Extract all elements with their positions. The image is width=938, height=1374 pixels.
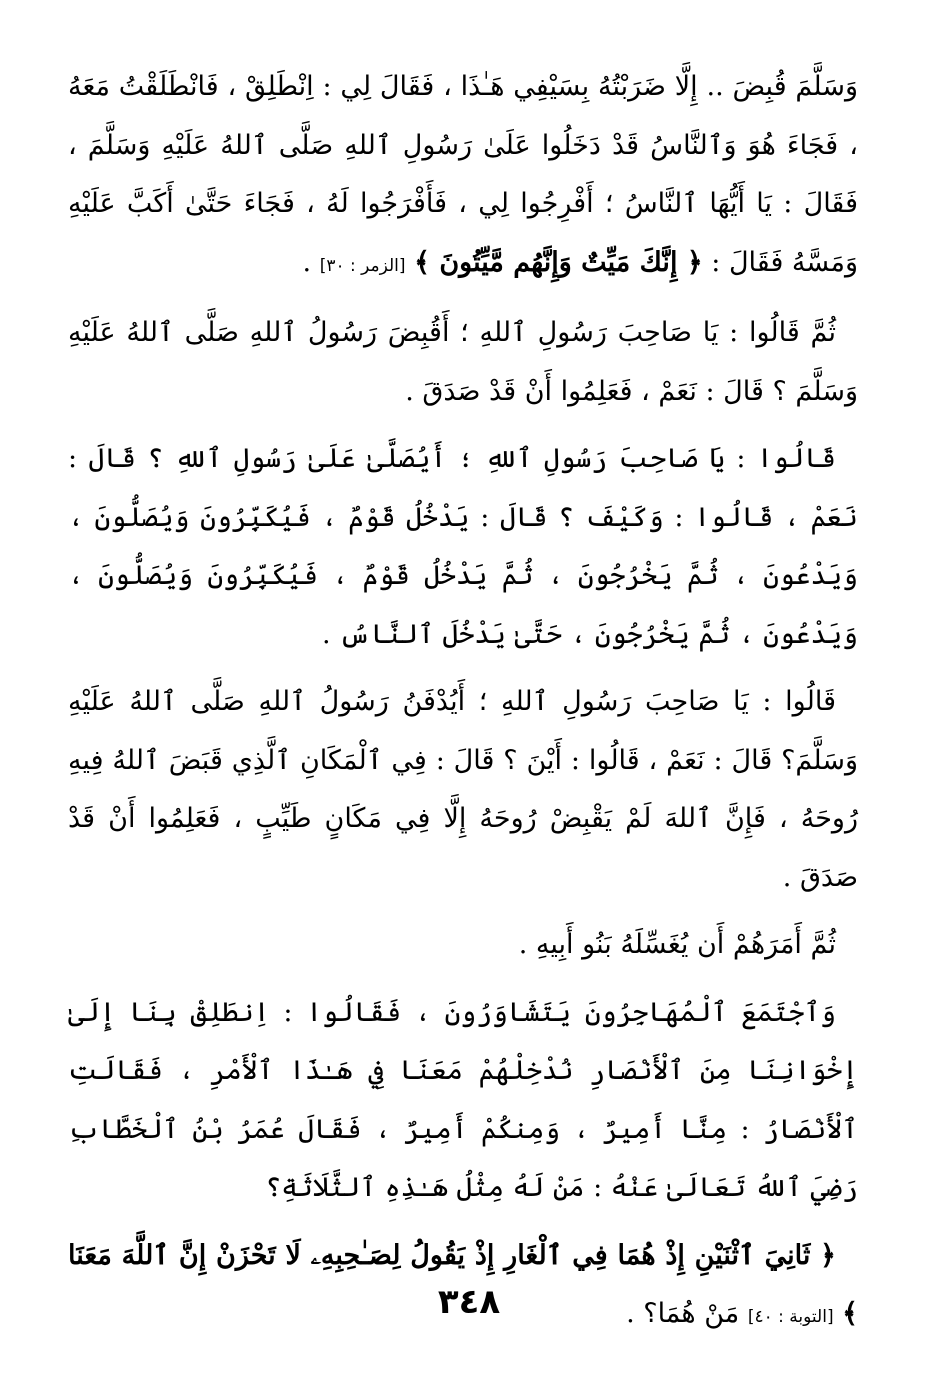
verse-reference-tawbah: [التوبة : ٤٠] (747, 1307, 834, 1327)
paragraph-2: ثُمَّ قَالُوا : يَا صَاحِبَ رَسُولِ ٱللهِ ؛ أَقُبِضَ رَسُولُ ٱللهِ صَلَّى ٱللهُ عَلَيْهِ وَسَلَّمَ ؟ قَالَ : نَعَمْ ، فَعَلِمُوا أَنْ قَدْ صَدَقَ . (68, 317, 858, 407)
quran-verse-zumar: ﴿ إِنَّكَ مَيِّتٌ وَإِنَّهُم مَّيِّتُونَ ﴾ (414, 246, 703, 278)
paragraph-5: ثُمَّ أَمَرَهُمْ أَن يُغَسِّلَهُ بَنُو أَبِيهِ . (518, 929, 836, 960)
paragraph-1 (68, 58, 858, 295)
paragraph-7-end: مَنْ هُمَا؟ . (626, 1298, 748, 1329)
paragraph-1-end: . (302, 246, 320, 278)
page-number: ٣٤٨ (437, 1282, 501, 1322)
paragraph-gap (68, 295, 858, 304)
paragraph-gap (68, 907, 858, 916)
paragraph-6: وَٱجْتَمَعَ ٱلْمُهَاجِرُونَ يَتَشَاوَرُونَ ، فَقَالُوا : اِنطَلِقْ بِنَا إِلَىٰ إِخْوَانِنَا مِنَ ٱلْأَنْصَارِ نُدْخِلْهُمْ مَعَنَا فِي هَـٰذَا ٱلْأَمْرِ ، فَقَالَتِ ٱلْأَنْصَارُ : مِنَّا أَمِيرٌ ، وَمِنكُمْ أَمِيرٌ ، فَقَالَ عُمَرُ بْنُ ٱلْخَطَّابِ رَضِيَ ٱللهُ تَعَالَىٰ عَنْهُ : مَنْ لَهُ مِثْلُ هَـٰذِهِ ٱلثَّلَاثَةِ؟ (68, 996, 858, 1203)
paragraph-4: قَالُوا : يَا صَاحِبَ رَسُولِ ٱللهِ ؛ أَيُدْفَنُ رَسُولُ ٱللهِ صَلَّى ٱللهُ عَلَيْهِ وَسَلَّمَ؟ قَالَ : نَعَمْ ، قَالُوا : أَيْنَ ؟ قَالَ : فِي ٱلْمَكَانِ ٱلَّذِي قَبَضَ ٱللهُ فِيهِ رُوحَهُ ، فَإِنَّ ٱللهَ لَمْ يَقْبِضْ رُوحَهُ إِلَّا فِي مَكَانٍ طَيِّبٍ ، فَعَلِمُوا أَنْ قَدْ صَدَقَ . (68, 686, 858, 893)
verse-reference-zumar: [الزمر : ٣٠] (319, 255, 406, 276)
paragraph-gap (68, 664, 858, 673)
paragraph-1-text: وَسَلَّمَ قُبِضَ .. إِلَّا ضَرَبْتُهُ بِسَيْفِي هَـٰذَا ، فَقَالَ لِي : اِنْطَلِقْ ، فَانْطَلَقْتُ مَعَهُ ، فَجَاءَ هُوَ وَٱلنَّاسُ قَدْ دَخَلُوا عَلَىٰ رَسُولِ ٱللهِ صَلَّى ٱللهُ عَلَيْهِ وَسَلَّمَ ، فَقَالَ : يَا أَيُّهَا ٱلنَّاسُ ؛ أَفْرِجُوا لِي ، فَأَفْرَجُوا لَهُ ، فَجَاءَ حَتَّىٰ أَكَبَّ عَلَيْهِ وَمَسَّهُ فَقَالَ : (68, 71, 858, 278)
paragraph-gap (68, 1218, 858, 1227)
paragraph-3: قَالُوا : يَا صَاحِبَ رَسُولِ ٱللهِ ؛ أَيُصَلَّىٰ عَلَىٰ رَسُولِ ٱللهِ ؟ قَالَ : نَعَمْ ، قَالُوا : وَكَيْفَ ؟ قَالَ : يَدْخُلُ قَوْمٌ ، فَيُكَبِّرُونَ وَيُصَلُّونَ ، وَيَدْعُونَ ، ثُمَّ يَخْرُجُونَ ، ثُمَّ يَدْخُلُ قَوْمٌ ، فَيُكَبِّرُونَ وَيُصَلُّونَ ، وَيَدْعُونَ ، ثُمَّ يَخْرُجُونَ ، حَتَّىٰ يَدْخُلَ ٱلنَّاسُ . (68, 443, 858, 650)
paragraph-gap (68, 975, 858, 984)
paragraph-gap (68, 421, 858, 430)
quran-verse-tawbah: ﴿ ثَانِيَ ٱثْنَيْنِ إِذْ هُمَا فِي ٱلْغَارِ إِذْ يَقُولُ لِصَـٰحِبِهِۦ لَا تَحْزَنْ إِنَّ ٱللَّهَ مَعَنَا ﴾ (68, 1239, 858, 1329)
page-body (68, 58, 858, 1347)
